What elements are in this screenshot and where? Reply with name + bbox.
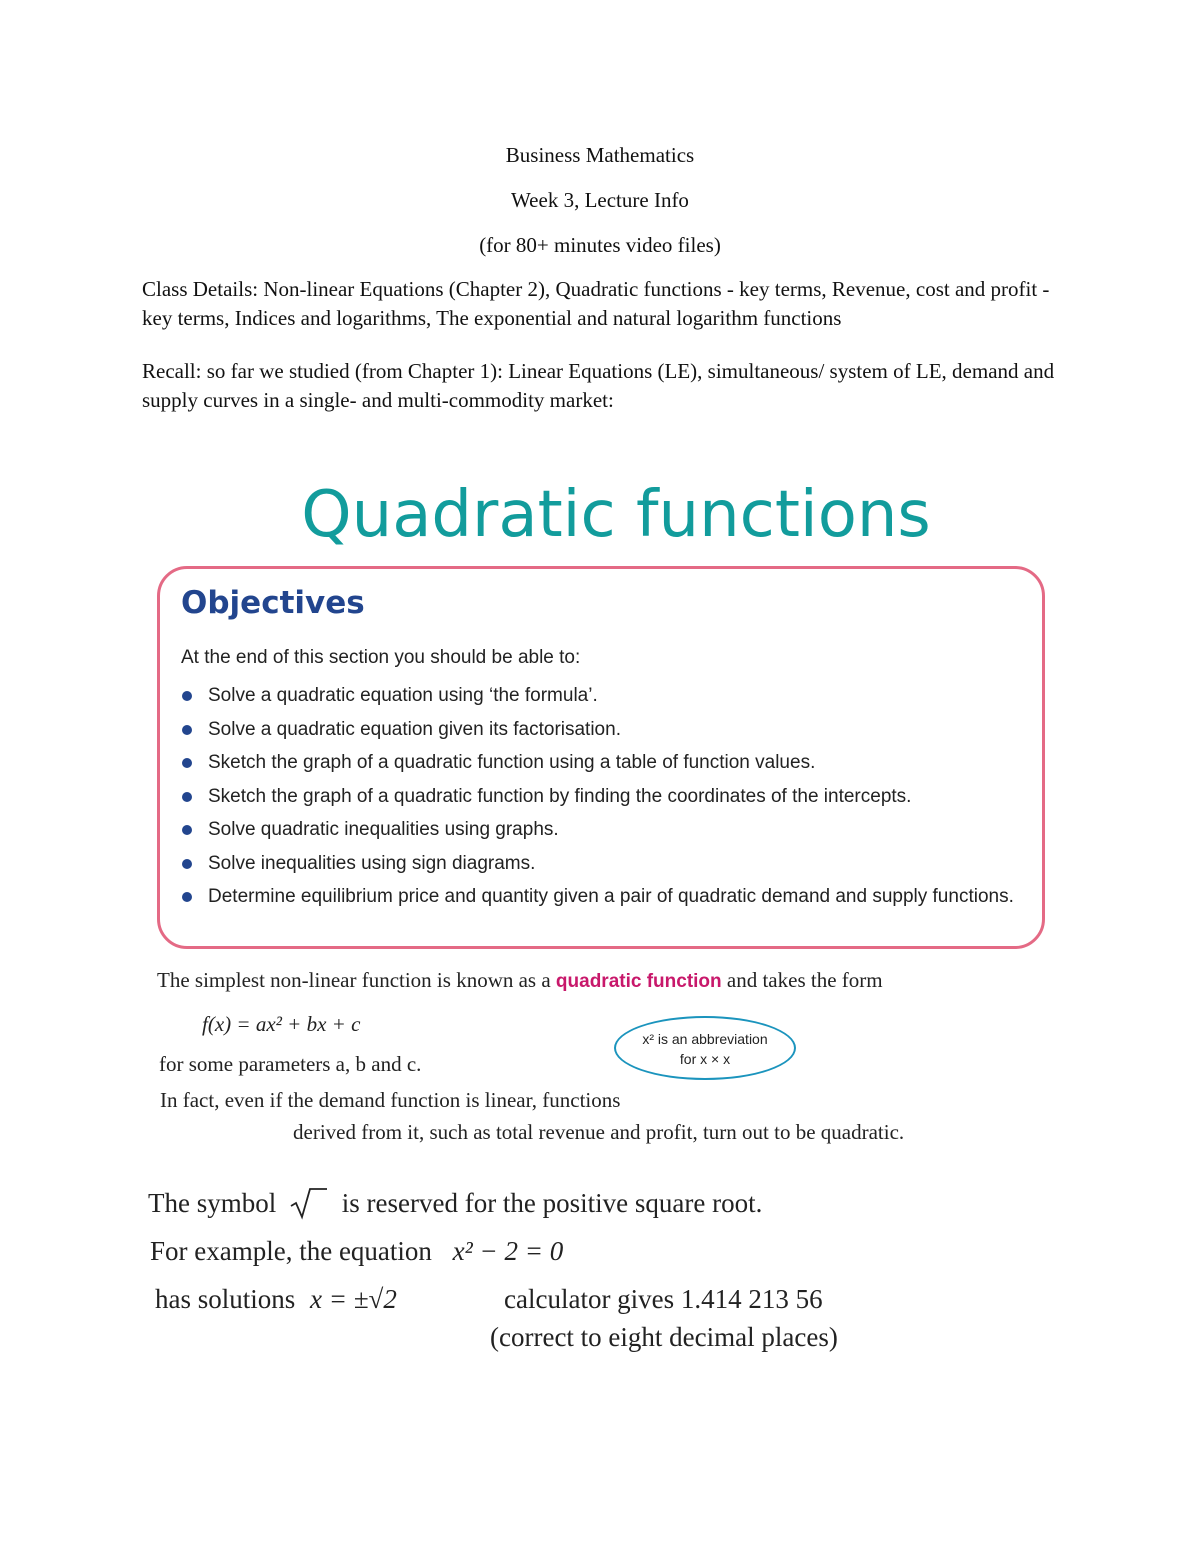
definition-line-3: In fact, even if the demand function is linear, functions	[160, 1088, 621, 1112]
bullet-icon	[182, 758, 192, 768]
objective-item: Solve quadratic inequalities using graphs.	[181, 817, 1031, 842]
objective-item: Sketch the graph of a quadratic function by finding the coordinates of the intercepts.	[181, 784, 1031, 809]
objective-item: Sketch the graph of a quadratic function using a table of function values.	[181, 750, 1031, 775]
highlight-term: quadratic function	[555, 971, 722, 992]
section-title: Quadratic functions	[301, 478, 931, 552]
bullet-icon	[182, 859, 192, 869]
sqrt-line-2: For example, the equation x² − 2 = 0	[150, 1236, 564, 1266]
objective-item: Solve a quadratic equation given its factorisation.	[181, 717, 1031, 742]
class-details: Class Details: Non-linear Equations (Chapter 2), Quadratic functions - key terms, Revenue, cost and profit - key terms, Indices and logarithms, The exponential and natural logarithm functions	[142, 277, 1050, 330]
bullet-icon	[182, 892, 192, 902]
calculator-note: calculator gives 1.414 213 56	[504, 1284, 823, 1314]
objectives-list	[181, 683, 1031, 918]
objectives-intro: At the end of this section you should be able to:	[181, 647, 581, 668]
definition-line-4: derived from it, such as total revenue and profit, turn out to be quadratic.	[293, 1120, 905, 1144]
sqrt-line-3: has solutions x = ±√2	[155, 1284, 397, 1314]
quadratic-formula: f(x) = ax² + bx + c	[202, 1012, 361, 1036]
objective-item: Solve inequalities using sign diagrams.	[181, 851, 1031, 876]
bullet-icon	[182, 725, 192, 735]
bullet-icon	[182, 792, 192, 802]
precision-note: (correct to eight decimal places)	[490, 1322, 838, 1352]
bullet-icon	[182, 691, 192, 701]
square-root-icon	[289, 1186, 329, 1220]
bullet-icon	[182, 825, 192, 835]
sqrt-line-1: The symbol is reserved for the positive square root.	[148, 1188, 763, 1218]
video-note: (for 80+ minutes video files)	[479, 233, 721, 257]
objective-item: Solve a quadratic equation using ‘the formula’.	[181, 683, 1031, 708]
course-title: Business Mathematics	[505, 143, 695, 167]
recall-paragraph: Recall: so far we studied (from Chapter 1): Linear Equations (LE), simultaneous/ system of LE, demand and supply curves in a single- and multi-commodity market:	[142, 359, 1055, 412]
abbreviation-bubble: x² is an abbreviation for x × x	[614, 1016, 796, 1080]
objectives-heading: Objectives	[181, 585, 365, 621]
definition-line-2: for some parameters a, b and c.	[159, 1052, 422, 1076]
week-title: Week 3, Lecture Info	[511, 188, 689, 212]
definition-line-1: The simplest non-linear function is known as a quadratic function and takes the form	[157, 968, 883, 992]
objective-item: Determine equilibrium price and quantity given a pair of quadratic demand and supply functions.	[181, 884, 1031, 909]
